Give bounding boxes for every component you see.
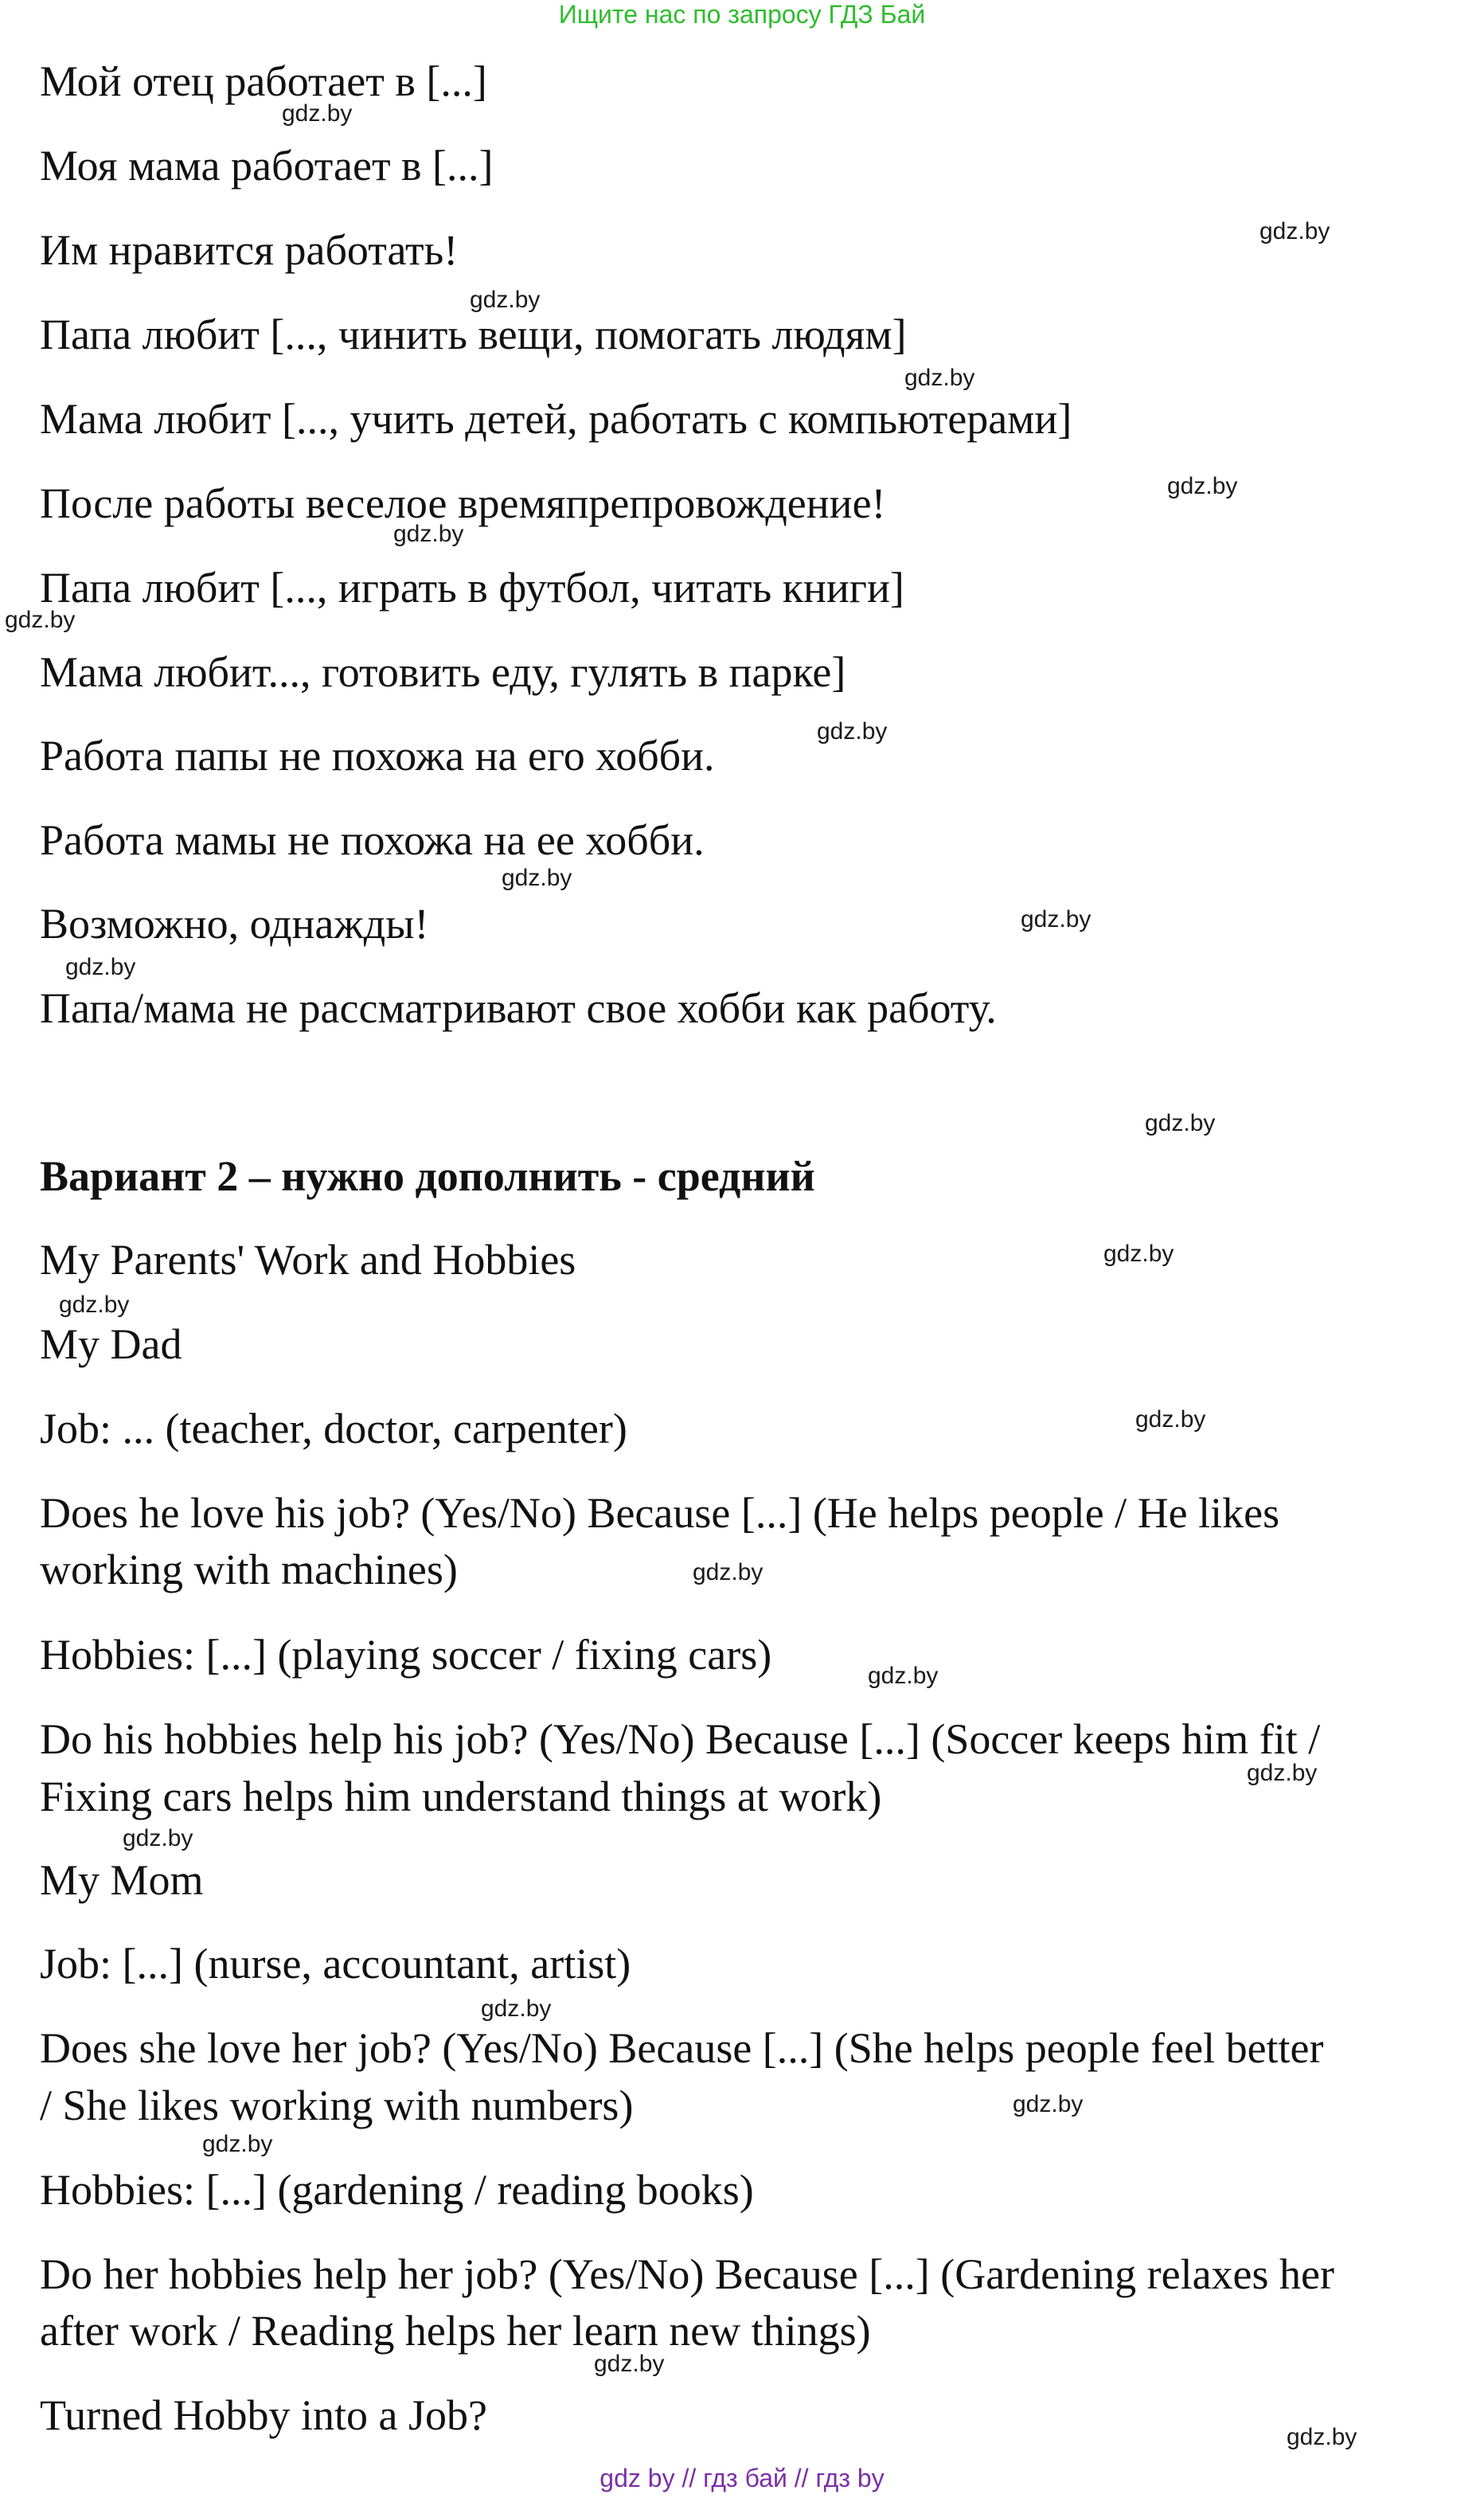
footer-links[interactable]: gdz by // гдз бай // гдз by — [599, 2464, 885, 2492]
mom-love-line-2: / She likes working with numbers) — [40, 2082, 634, 2129]
ru-line-dad-loves: Папа любит [..., чинить вещи, помогать людям] — [40, 311, 907, 358]
watermark: gdz.by — [202, 2131, 273, 2157]
ru-line-dad-job-hobby: Работа папы не похожа на его хобби. — [40, 732, 715, 780]
watermark: gdz.by — [470, 287, 541, 313]
watermark: gdz.by — [65, 954, 136, 980]
watermark: gdz.by — [1135, 1406, 1206, 1433]
ru-line-like-work: Им нравится работать! — [40, 226, 459, 274]
dad-love-line-1: Does he love his job? (Yes/No) Because [...] (He helps people / He likes — [40, 1489, 1280, 1537]
watermark: gdz.by — [1247, 1760, 1318, 1786]
watermark: gdz.by — [481, 1996, 552, 2022]
closing-question: Turned Hobby into a Job? — [40, 2391, 487, 2439]
watermark: gdz.by — [1287, 2424, 1357, 2450]
ru-line-maybe: Возможно, однажды! — [40, 900, 429, 948]
watermark: gdz.by — [282, 100, 353, 127]
essay-title: My Parents' Work and Hobbies — [40, 1236, 576, 1284]
ru-line-mom-loves: Мама любит [..., учить детей, работать с компьютерами] — [40, 395, 1072, 443]
watermark: gdz.by — [1013, 2091, 1084, 2117]
watermark: gdz.by — [817, 718, 888, 745]
watermark: gdz.by — [1021, 906, 1092, 932]
mom-love-line-1: Does she love her job? (Yes/No) Because [...] (She helps people feel better — [40, 2024, 1324, 2072]
watermark: gdz.by — [1167, 473, 1238, 499]
mom-help-line-1: Do her hobbies help her job? (Yes/No) Because [...] (Gardening relaxes her — [40, 2250, 1334, 2298]
ru-line-father-work: Мой отец работает в [...] — [40, 57, 487, 105]
watermark: gdz.by — [1259, 218, 1330, 244]
watermark: gdz.by — [1103, 1241, 1174, 1267]
ru-line-mother-work: Моя мама работает в [...] — [40, 142, 494, 190]
mom-job-line: Job: [...] (nurse, accountant, artist) — [40, 1940, 631, 1988]
ru-line-after-work: После работы веселое времяпрепровождение! — [40, 479, 886, 527]
mom-heading: My Mom — [40, 1856, 204, 1904]
mom-help-line-2: after work / Reading helps her learn new things) — [40, 2307, 871, 2355]
dad-job-line: Job: ... (teacher, doctor, carpenter) — [40, 1405, 627, 1452]
ru-line-dad-hobby: Папа любит [..., играть в футбол, читать книги] — [40, 564, 904, 612]
watermark: gdz.by — [594, 2351, 665, 2377]
watermark: gdz.by — [1145, 1110, 1216, 1136]
watermark: gdz.by — [502, 865, 572, 891]
watermark: gdz.by — [123, 1825, 193, 1851]
ru-line-mom-job-hobby: Работа мамы не похожа на ее хобби. — [40, 816, 705, 864]
variant-2-heading: Вариант 2 – нужно дополнить - средний — [40, 1152, 815, 1200]
banner-search-hint[interactable]: Ищите нас по запросу ГДЗ Бай — [558, 0, 926, 29]
watermark: gdz.by — [393, 521, 464, 547]
dad-hobbies-line: Hobbies: [...] (playing soccer / fixing cars) — [40, 1631, 772, 1679]
mom-hobbies-line: Hobbies: [...] (gardening / reading books) — [40, 2166, 754, 2214]
watermark: gdz.by — [59, 1292, 130, 1318]
watermark: gdz.by — [5, 607, 76, 633]
ru-line-mom-hobby: Мама любит..., готовить еду, гулять в парке] — [40, 648, 846, 696]
watermark: gdz.by — [693, 1559, 763, 1585]
dad-love-line-2: working with machines) — [40, 1546, 458, 1593]
watermark: gdz.by — [904, 365, 975, 391]
watermark: gdz.by — [868, 1663, 939, 1689]
ru-line-conclusion: Папа/мама не рассматривают свое хобби как работу. — [40, 984, 997, 1032]
dad-heading: My Dad — [40, 1320, 182, 1368]
dad-help-line-1: Do his hobbies help his job? (Yes/No) Because [...] (Soccer keeps him fit / — [40, 1715, 1321, 1763]
dad-help-line-2: Fixing cars helps him understand things at work) — [40, 1773, 882, 1820]
